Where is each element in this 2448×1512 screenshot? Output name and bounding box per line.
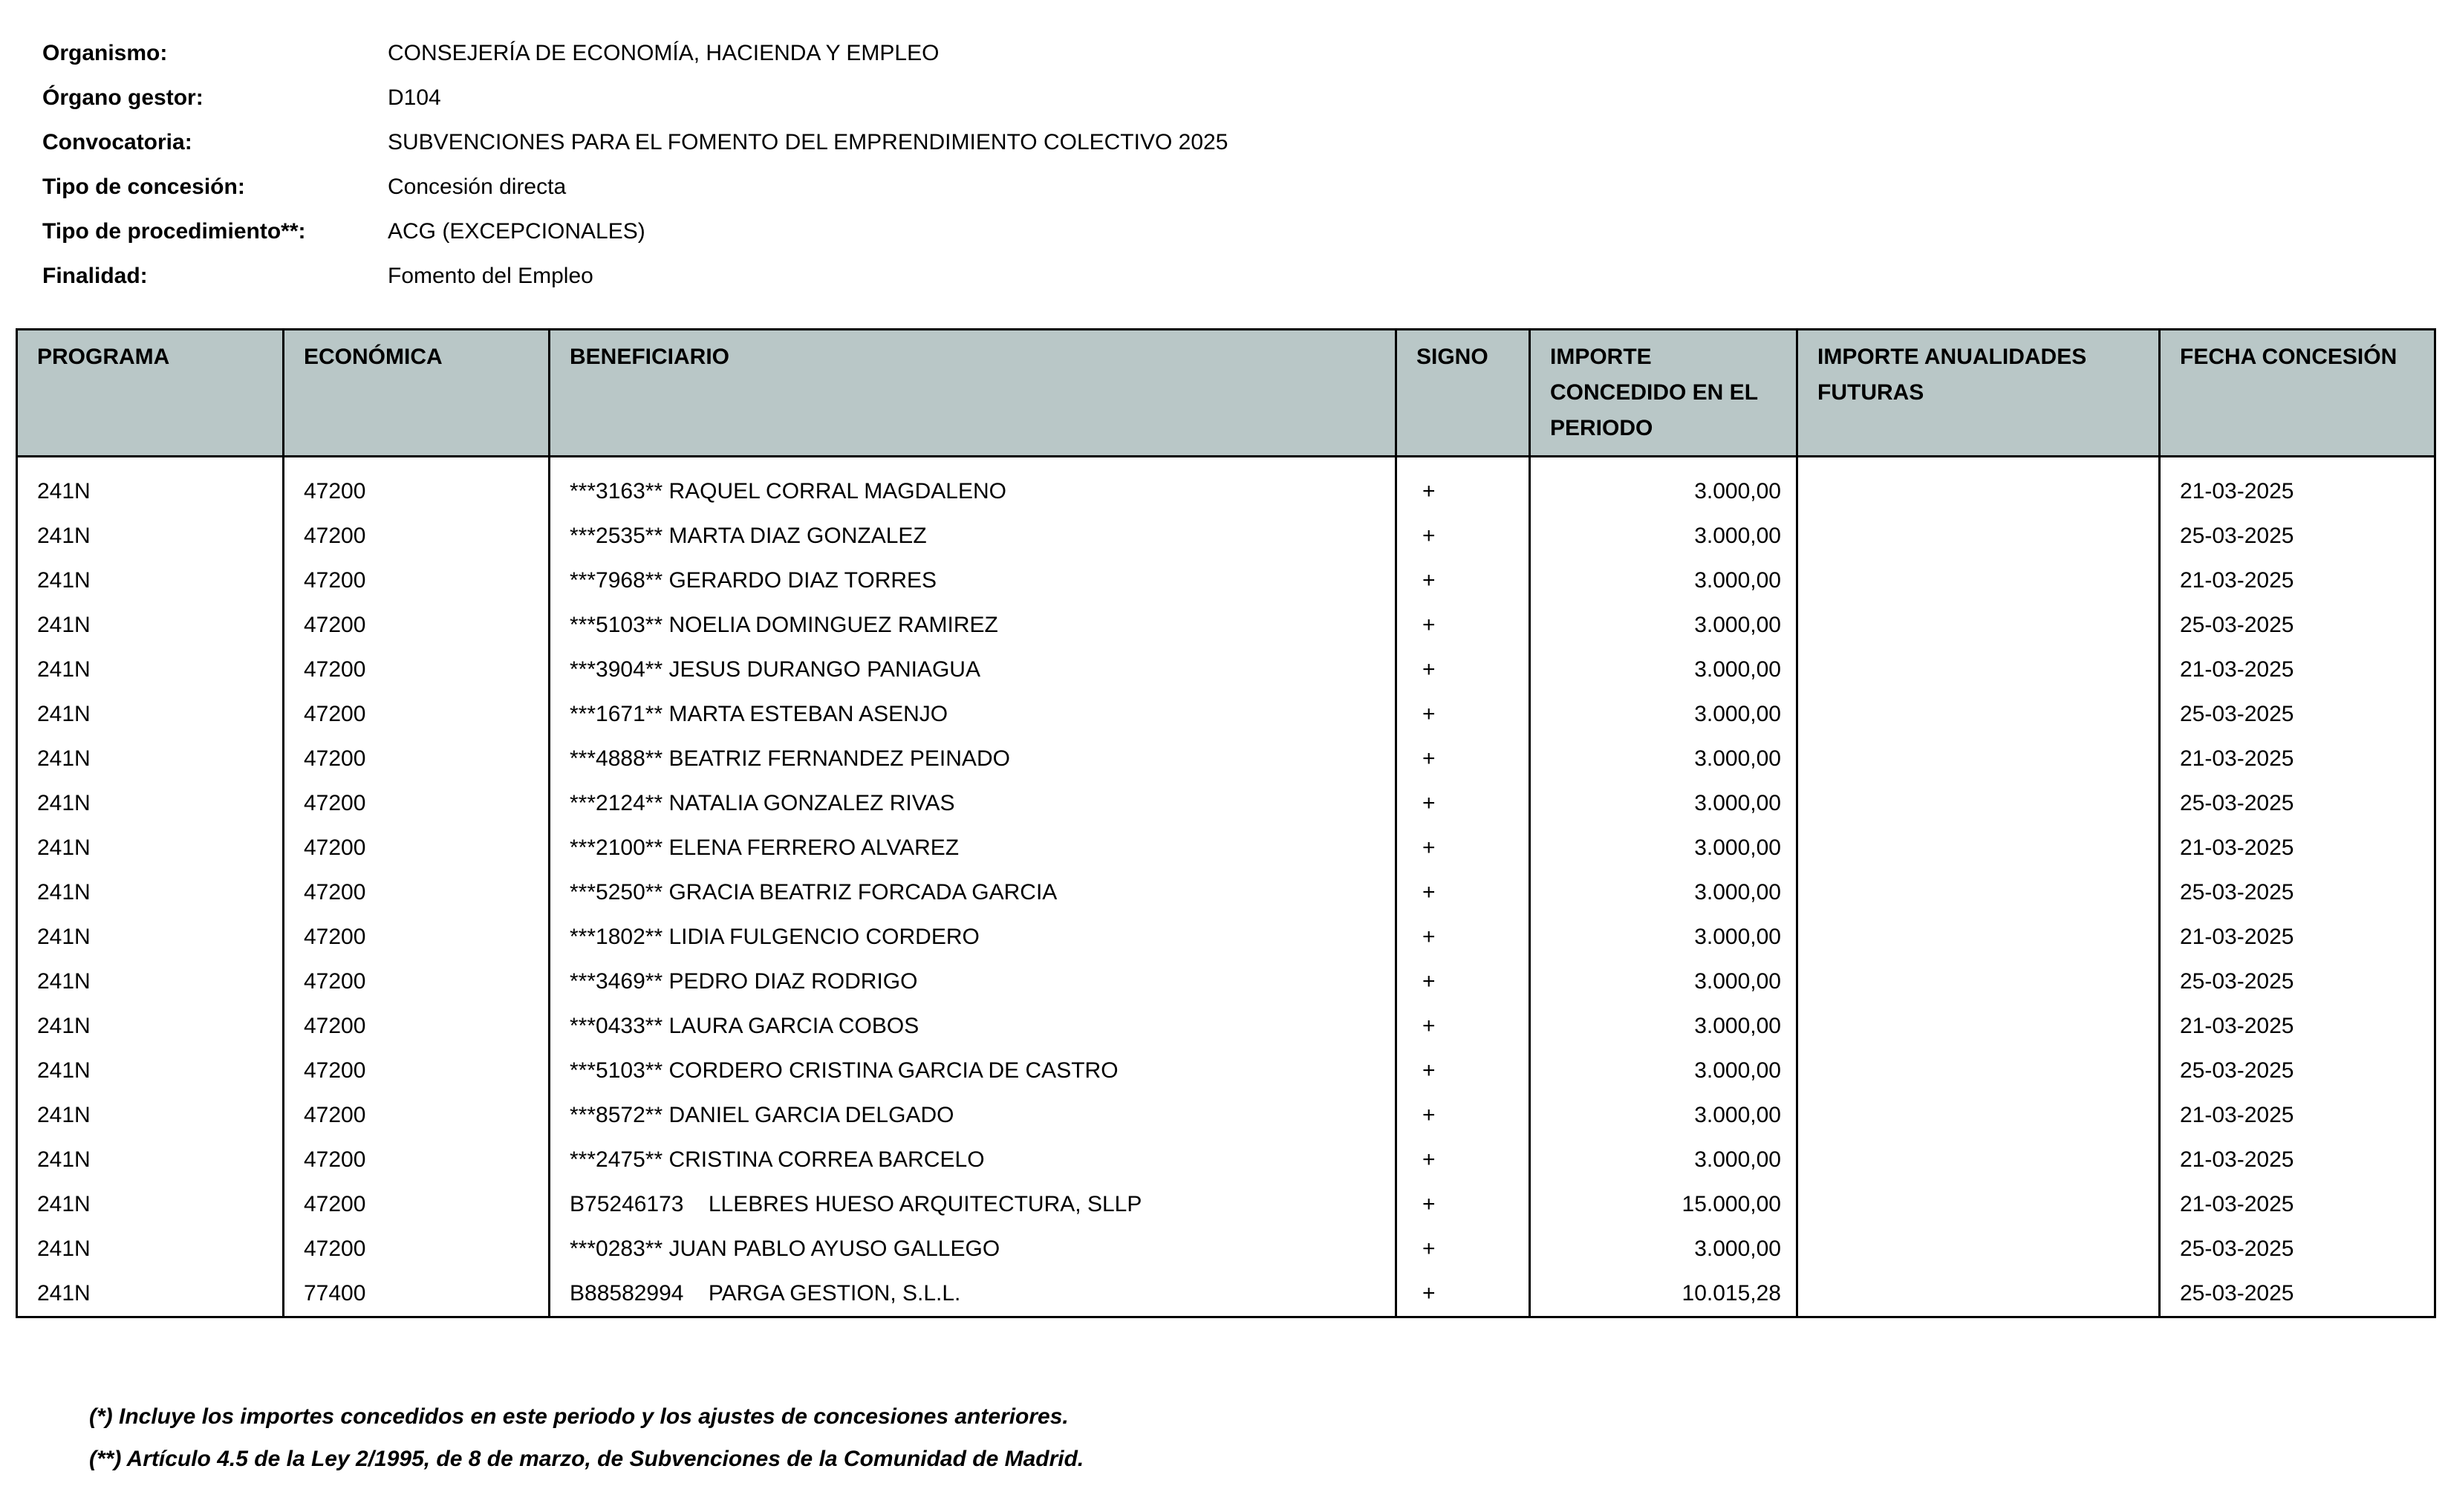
cell-economica: 47200 <box>284 1138 550 1182</box>
cell-signo: + <box>1396 558 1530 603</box>
cell-programa: 241N <box>37 1058 91 1083</box>
cell-beneficiario: ***5103** CORDERO CRISTINA GARCIA DE CASTRO <box>550 1049 1396 1093</box>
cell-importe-anualidades <box>1797 826 2160 870</box>
cell-economica: 47200 <box>284 558 550 603</box>
table-row <box>17 692 2435 737</box>
cell-economica: 77400 <box>284 1271 550 1317</box>
column-header: SIGNO <box>1396 330 1530 457</box>
cell-importe-concedido: 3.000,00 <box>1530 1138 1797 1182</box>
meta-field-value: ACG (EXCEPCIONALES) <box>388 219 645 244</box>
meta-field-value: Fomento del Empleo <box>388 264 593 288</box>
cell-signo: + <box>1396 603 1530 648</box>
cell-fecha-concesion: 21-03-2025 <box>2160 1004 2435 1049</box>
cell-importe-concedido: 3.000,00 <box>1530 648 1797 692</box>
cell-signo: + <box>1396 1093 1530 1138</box>
cell-beneficiario: B75246173 LLEBRES HUESO ARQUITECTURA, SLLP <box>550 1182 1396 1227</box>
cell-economica: 47200 <box>284 959 550 1004</box>
cell-signo: + <box>1396 959 1530 1004</box>
cell-signo: + <box>1396 1182 1530 1227</box>
cell-fecha-concesion: 25-03-2025 <box>2160 692 2435 737</box>
meta-field-label: Órgano gestor: <box>42 85 204 110</box>
cell-importe-concedido: 10.015,28 <box>1530 1271 1797 1317</box>
cell-programa: 241N <box>37 613 91 637</box>
cell-economica: 47200 <box>284 737 550 781</box>
cell-importe-concedido: 3.000,00 <box>1530 737 1797 781</box>
table-row <box>17 781 2435 826</box>
cell-fecha-concesion: 21-03-2025 <box>2160 648 2435 692</box>
cell-economica: 47200 <box>284 1049 550 1093</box>
cell-beneficiario: ***8572** DANIEL GARCIA DELGADO <box>550 1093 1396 1138</box>
cell-importe-concedido: 3.000,00 <box>1530 1227 1797 1271</box>
column-header: FECHA CONCESIÓN <box>2160 330 2435 457</box>
cell-importe-anualidades <box>1797 870 2160 915</box>
cell-importe-anualidades <box>1797 1271 2160 1317</box>
cell-beneficiario: ***2124** NATALIA GONZALEZ RIVAS <box>550 781 1396 826</box>
cell-beneficiario: ***7968** GERARDO DIAZ TORRES <box>550 558 1396 603</box>
meta-field-row <box>42 76 2448 120</box>
meta-field-label: Tipo de procedimiento**: <box>42 219 306 244</box>
cell-importe-anualidades <box>1797 1227 2160 1271</box>
cell-signo: + <box>1396 781 1530 826</box>
cell-importe-anualidades <box>1797 457 2160 515</box>
cell-fecha-concesion: 25-03-2025 <box>2160 959 2435 1004</box>
cell-economica: 47200 <box>284 1004 550 1049</box>
cell-beneficiario: ***5103** NOELIA DOMINGUEZ RAMIREZ <box>550 603 1396 648</box>
cell-importe-anualidades <box>1797 648 2160 692</box>
cell-fecha-concesion: 21-03-2025 <box>2160 1138 2435 1182</box>
footnote-line: (*) Incluye los importes concedidos en este periodo y los ajustes de concesiones anteriores. <box>89 1404 1069 1429</box>
cell-fecha-concesion: 25-03-2025 <box>2160 870 2435 915</box>
cell-signo: + <box>1396 1049 1530 1093</box>
cell-signo: + <box>1396 737 1530 781</box>
footnotes <box>89 1395 2448 1480</box>
cell-signo: + <box>1396 915 1530 959</box>
column-header: PROGRAMA <box>17 330 284 457</box>
meta-field-value: Concesión directa <box>388 175 567 199</box>
table-row <box>17 1227 2435 1271</box>
cell-economica: 47200 <box>284 514 550 558</box>
cell-importe-anualidades <box>1797 781 2160 826</box>
cell-programa: 241N <box>37 1103 91 1127</box>
cell-programa: 241N <box>37 524 91 548</box>
table-row <box>17 1049 2435 1093</box>
cell-importe-anualidades <box>1797 959 2160 1004</box>
cell-fecha-concesion: 25-03-2025 <box>2160 781 2435 826</box>
cell-importe-anualidades <box>1797 737 2160 781</box>
cell-importe-concedido: 3.000,00 <box>1530 781 1797 826</box>
table-row <box>17 648 2435 692</box>
meta-field-row <box>42 120 2448 165</box>
cell-importe-concedido: 3.000,00 <box>1530 826 1797 870</box>
cell-importe-anualidades <box>1797 1182 2160 1227</box>
cell-economica: 47200 <box>284 1182 550 1227</box>
cell-economica: 47200 <box>284 826 550 870</box>
cell-fecha-concesion: 21-03-2025 <box>2160 1093 2435 1138</box>
cell-signo: + <box>1396 1227 1530 1271</box>
grants-table <box>16 328 2436 1318</box>
table-row <box>17 457 2435 515</box>
cell-economica: 47200 <box>284 648 550 692</box>
cell-economica: 47200 <box>284 781 550 826</box>
footnote-line: (**) Artículo 4.5 de la Ley 2/1995, de 8 de marzo, de Subvenciones de la Comunidad de Madrid. <box>89 1447 1084 1471</box>
table-row <box>17 1093 2435 1138</box>
cell-importe-anualidades <box>1797 1049 2160 1093</box>
cell-fecha-concesion: 21-03-2025 <box>2160 737 2435 781</box>
cell-programa: 241N <box>37 791 91 815</box>
table-row <box>17 1182 2435 1227</box>
cell-importe-concedido: 3.000,00 <box>1530 1093 1797 1138</box>
cell-programa: 241N <box>37 880 91 905</box>
cell-beneficiario: ***3163** RAQUEL CORRAL MAGDALENO <box>550 457 1396 515</box>
cell-economica: 47200 <box>284 692 550 737</box>
cell-economica: 47200 <box>284 457 550 515</box>
cell-beneficiario: ***4888** BEATRIZ FERNANDEZ PEINADO <box>550 737 1396 781</box>
header-row <box>17 330 2435 457</box>
cell-beneficiario: B88582994 PARGA GESTION, S.L.L. <box>550 1271 1396 1317</box>
cell-signo: + <box>1396 1004 1530 1049</box>
cell-signo: + <box>1396 692 1530 737</box>
meta-field-row <box>42 165 2448 209</box>
cell-importe-anualidades <box>1797 1004 2160 1049</box>
cell-importe-concedido: 3.000,00 <box>1530 870 1797 915</box>
grants-table-header <box>17 330 2435 457</box>
cell-importe-anualidades <box>1797 514 2160 558</box>
cell-fecha-concesion: 25-03-2025 <box>2160 1227 2435 1271</box>
cell-importe-concedido: 3.000,00 <box>1530 457 1797 515</box>
meta-field-row <box>42 209 2448 254</box>
cell-beneficiario: ***1671** MARTA ESTEBAN ASENJO <box>550 692 1396 737</box>
document-header-fields <box>0 0 2448 299</box>
meta-field-value: CONSEJERÍA DE ECONOMÍA, HACIENDA Y EMPLEO <box>388 41 940 65</box>
cell-beneficiario: ***0433** LAURA GARCIA COBOS <box>550 1004 1396 1049</box>
cell-importe-concedido: 3.000,00 <box>1530 1004 1797 1049</box>
table-row <box>17 1004 2435 1049</box>
table-row <box>17 915 2435 959</box>
cell-economica: 47200 <box>284 603 550 648</box>
cell-programa: 241N <box>37 1192 91 1216</box>
cell-programa: 241N <box>37 702 91 726</box>
cell-fecha-concesion: 21-03-2025 <box>2160 915 2435 959</box>
cell-signo: + <box>1396 648 1530 692</box>
meta-field-label: Convocatoria: <box>42 130 192 154</box>
cell-signo: + <box>1396 1138 1530 1182</box>
column-header: ECONÓMICA <box>284 330 550 457</box>
cell-importe-concedido: 3.000,00 <box>1530 915 1797 959</box>
cell-signo: + <box>1396 826 1530 870</box>
meta-field-label: Tipo de concesión: <box>42 175 245 199</box>
cell-economica: 47200 <box>284 915 550 959</box>
cell-programa: 241N <box>37 1236 91 1261</box>
cell-programa: 241N <box>37 1281 91 1306</box>
table-row <box>17 1271 2435 1317</box>
table-row <box>17 1138 2435 1182</box>
cell-beneficiario: ***1802** LIDIA FULGENCIO CORDERO <box>550 915 1396 959</box>
cell-programa: 241N <box>37 657 91 682</box>
cell-importe-concedido: 3.000,00 <box>1530 514 1797 558</box>
grants-table-body <box>17 457 2435 1317</box>
cell-importe-anualidades <box>1797 603 2160 648</box>
cell-importe-concedido: 3.000,00 <box>1530 603 1797 648</box>
meta-field-value: SUBVENCIONES PARA EL FOMENTO DEL EMPRENDIMIENTO COLECTIVO 2025 <box>388 130 1228 154</box>
table-row <box>17 737 2435 781</box>
cell-economica: 47200 <box>284 1093 550 1138</box>
cell-importe-anualidades <box>1797 692 2160 737</box>
cell-fecha-concesion: 25-03-2025 <box>2160 1271 2435 1317</box>
cell-beneficiario: ***3904** JESUS DURANGO PANIAGUA <box>550 648 1396 692</box>
cell-importe-anualidades <box>1797 558 2160 603</box>
cell-importe-anualidades <box>1797 1093 2160 1138</box>
meta-field-row <box>42 254 2448 299</box>
cell-signo: + <box>1396 1271 1530 1317</box>
cell-economica: 47200 <box>284 870 550 915</box>
cell-economica: 47200 <box>284 1227 550 1271</box>
cell-beneficiario: ***2100** ELENA FERRERO ALVAREZ <box>550 826 1396 870</box>
cell-programa: 241N <box>37 925 91 949</box>
cell-fecha-concesion: 21-03-2025 <box>2160 826 2435 870</box>
table-row <box>17 826 2435 870</box>
table-row <box>17 603 2435 648</box>
table-row <box>17 558 2435 603</box>
cell-beneficiario: ***2535** MARTA DIAZ GONZALEZ <box>550 514 1396 558</box>
cell-fecha-concesion: 21-03-2025 <box>2160 1182 2435 1227</box>
meta-field-label: Finalidad: <box>42 264 148 288</box>
cell-fecha-concesion: 25-03-2025 <box>2160 603 2435 648</box>
cell-signo: + <box>1396 457 1530 515</box>
cell-importe-anualidades <box>1797 915 2160 959</box>
column-header: IMPORTE CONCEDIDO EN EL PERIODO <box>1530 330 1797 457</box>
table-row <box>17 514 2435 558</box>
cell-importe-concedido: 3.000,00 <box>1530 558 1797 603</box>
cell-programa: 241N <box>37 746 91 771</box>
cell-importe-concedido: 3.000,00 <box>1530 1049 1797 1093</box>
meta-field-row <box>42 31 2448 76</box>
cell-fecha-concesion: 21-03-2025 <box>2160 457 2435 515</box>
cell-importe-anualidades <box>1797 1138 2160 1182</box>
cell-programa: 241N <box>37 1014 91 1038</box>
cell-fecha-concesion: 21-03-2025 <box>2160 558 2435 603</box>
cell-programa: 241N <box>37 479 91 504</box>
column-header: IMPORTE ANUALIDADES FUTURAS <box>1797 330 2160 457</box>
cell-programa: 241N <box>37 568 91 593</box>
cell-fecha-concesion: 25-03-2025 <box>2160 514 2435 558</box>
cell-importe-concedido: 3.000,00 <box>1530 692 1797 737</box>
cell-importe-concedido: 15.000,00 <box>1530 1182 1797 1227</box>
table-row <box>17 870 2435 915</box>
meta-field-value: D104 <box>388 85 441 110</box>
cell-programa: 241N <box>37 969 91 994</box>
cell-signo: + <box>1396 870 1530 915</box>
cell-fecha-concesion: 25-03-2025 <box>2160 1049 2435 1093</box>
cell-importe-concedido: 3.000,00 <box>1530 959 1797 1004</box>
cell-beneficiario: ***5250** GRACIA BEATRIZ FORCADA GARCIA <box>550 870 1396 915</box>
cell-beneficiario: ***2475** CRISTINA CORREA BARCELO <box>550 1138 1396 1182</box>
cell-programa: 241N <box>37 1147 91 1172</box>
cell-signo: + <box>1396 514 1530 558</box>
cell-programa: 241N <box>37 835 91 860</box>
column-header: BENEFICIARIO <box>550 330 1396 457</box>
cell-beneficiario: ***0283** JUAN PABLO AYUSO GALLEGO <box>550 1227 1396 1271</box>
table-row <box>17 959 2435 1004</box>
meta-field-label: Organismo: <box>42 41 168 65</box>
cell-beneficiario: ***3469** PEDRO DIAZ RODRIGO <box>550 959 1396 1004</box>
